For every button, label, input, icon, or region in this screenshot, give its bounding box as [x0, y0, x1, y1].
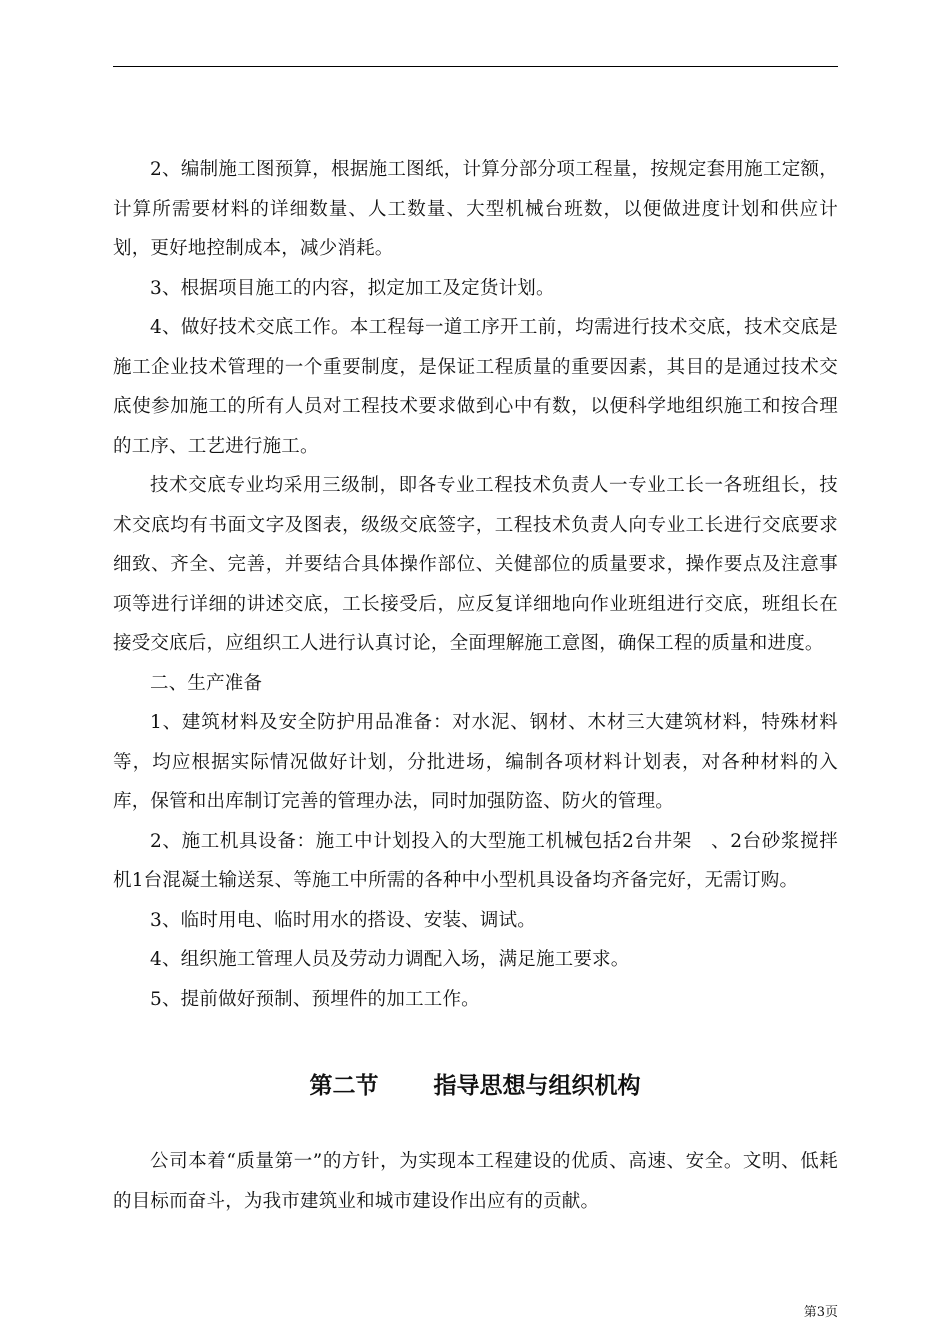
paragraph-budget: 2、编制施工图预算，根据施工图纸，计算分部分项工程量，按规定套用施工定额，计算所需要材料的详细数量、人工数量、大型机械台班数，以便做进度计划和供应计划，更好地控制成本，减少消耗。: [113, 159, 838, 259]
section-body: [113, 1142, 838, 1221]
header-rule: [113, 66, 838, 67]
document-body: [113, 150, 838, 1019]
section-name: 指导思想与组织机构: [433, 1073, 641, 1099]
section-title: [0, 1066, 950, 1106]
paragraph-materials: 1、建筑材料及安全防护用品准备：对水泥、钢材、木材三大建筑材料，特殊材料等，均应根据实际情况做好计划，分批进场，编制各项材料计划表，对各种材料的入库，保管和出库制订完善的管理办法，同时加强防盗、防火的管理。: [113, 712, 838, 812]
paragraph-company-policy: 公司本着“质量第一”的方针，为实现本工程建设的优质、高速、安全。文明、低耗的目标而奋斗，为我市建筑业和城市建设作出应有的贡献。: [113, 1151, 838, 1212]
paragraph-ordering-plan: 3、根据项目施工的内容，拟定加工及定货计划。: [150, 277, 555, 299]
paragraph-prefab: 5、提前做好预制、预埋件的加工工作。: [150, 988, 480, 1010]
paragraph-three-level-system: 技术交底专业均采用三级制，即各专业工程技术负责人一专业工长一各班组长，技术交底均有书面文字及图表，级级交底签字，工程技术负责人向专业工长进行交底要求细致、齐全、完善，并要结合具体操作部位、关健部位的质量要求，操作要点及注意事项等进行详细的讲述交底，工长接受后，应反复详细地向作业班组进行交底，班组长在接受交底后，应组织工人进行认真讨论，全面理解施工意图，确保工程的质量和进度。: [113, 475, 838, 654]
paragraph-machinery: 2、施工机具设备：施工中计划投入的大型施工机械包括2台井架 、2台砂浆搅拌机1台混凝土输送泵、等施工中所需的各种中小型机具设备均齐备完好，无需订购。: [113, 830, 838, 891]
paragraph-labor: 4、组织施工管理人员及劳动力调配入场，满足施工要求。: [150, 949, 630, 970]
paragraph-utilities: 3、临时用电、临时用水的搭设、安装、调试。: [150, 909, 536, 931]
section-number: 第二节: [309, 1073, 379, 1099]
page-number: 第3页: [803, 1305, 838, 1320]
paragraph-tech-briefing: 4、做好技术交底工作。本工程每一道工序开工前，均需进行技术交底，技术交底是施工企业技术管理的一个重要制度，是保证工程质量的重要因素，其目的是通过技术交底使参加施工的所有人员对工程技术要求做到心中有数，以便科学地组织施工和按合理的工序、工艺进行施工。: [113, 317, 838, 457]
subsection-heading-production: 二、生产准备: [150, 672, 263, 694]
